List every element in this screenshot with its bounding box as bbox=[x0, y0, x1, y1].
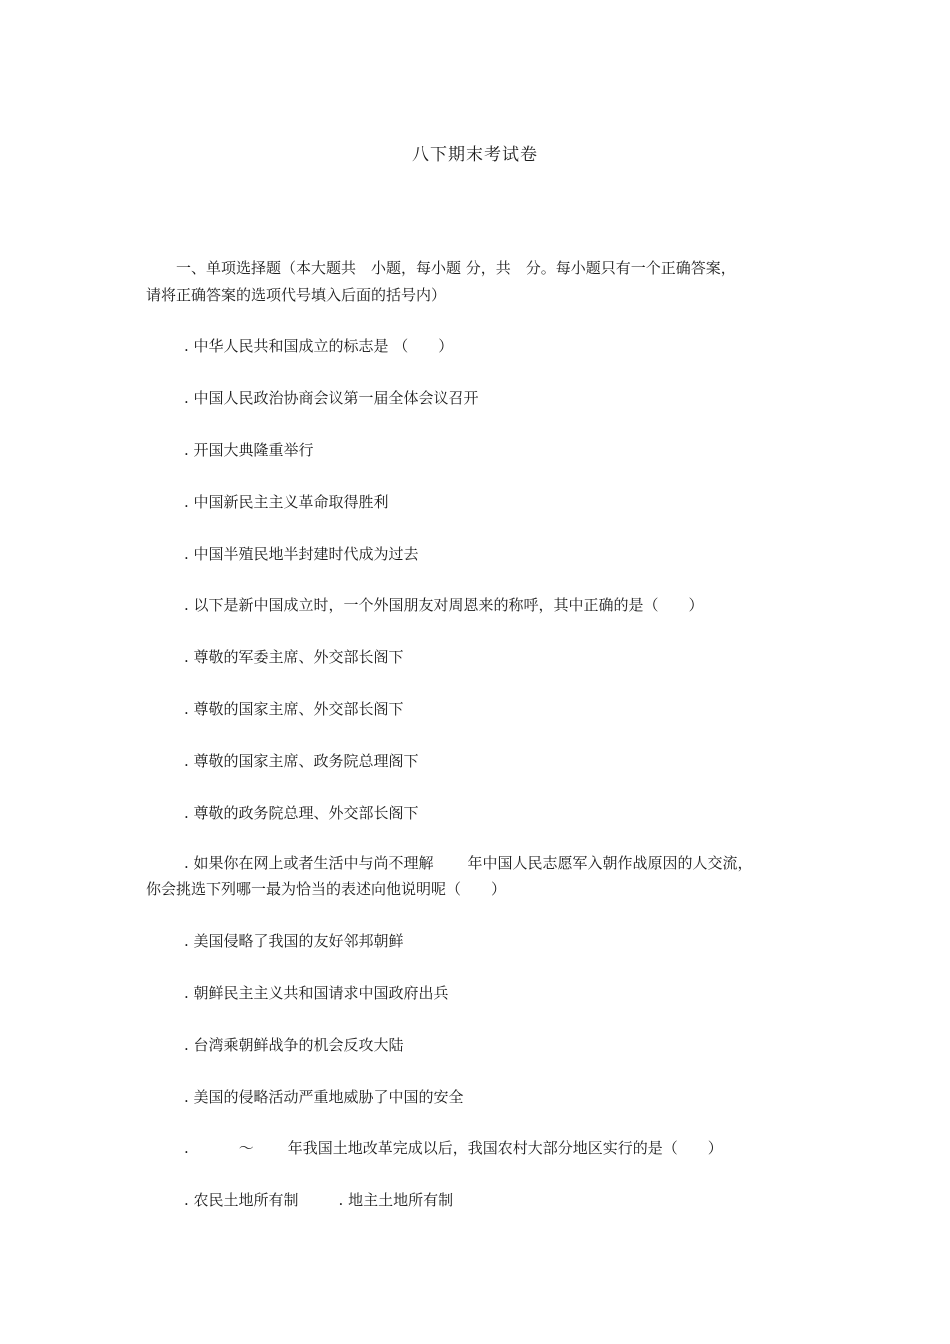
question-3-stem-line-2: 你会挑选下列哪一最为恰当的表述向他说明呢（ ） bbox=[146, 880, 507, 898]
question-4-option-a: . 农民土地所有制 bbox=[184, 1191, 299, 1209]
question-3-stem-part-1: . 如果你在网上或者生活中与尚不理解 bbox=[184, 854, 434, 872]
question-1-stem: . 中华人民共和国成立的标志是 （ ） bbox=[184, 337, 454, 355]
question-4-number-dot: . bbox=[184, 1139, 189, 1157]
question-3-option-d: . 美国的侵略活动严重地威胁了中国的安全 bbox=[184, 1088, 464, 1106]
section-heading-line-2: 请将正确答案的选项代号填入后面的括号内） bbox=[146, 286, 447, 304]
page-title: 八下期末考试卷 bbox=[412, 145, 538, 165]
question-1-option-c: . 中国新民主主义革命取得胜利 bbox=[184, 493, 389, 511]
question-2-option-d: . 尊敬的政务院总理、外交部长阁下 bbox=[184, 804, 419, 822]
question-3-option-c: . 台湾乘朝鲜战争的机会反攻大陆 bbox=[184, 1036, 404, 1054]
question-3-stem-line-1 bbox=[184, 853, 753, 873]
question-3-stem-part-2: 年中国人民志愿军入朝作战原因的人交流， bbox=[467, 854, 753, 872]
question-1-option-d: . 中国半殖民地半封建时代成为过去 bbox=[184, 545, 419, 563]
question-4-option-b: . 地主土地所有制 bbox=[338, 1191, 454, 1209]
question-3-option-b: . 朝鲜民主主义共和国请求中国政府出兵 bbox=[184, 984, 449, 1002]
question-2-option-a: . 尊敬的军委主席、外交部长阁下 bbox=[184, 648, 404, 666]
section-heading-line-1: 一、单项选择题（本大题共 小题，每小题 分，共 分。每小题只有一个正确答案， bbox=[176, 259, 736, 277]
question-4-stem-text: 年我国土地改革完成以后，我国农村大部分地区实行的是（ ） bbox=[287, 1139, 723, 1157]
question-4-stem bbox=[184, 1138, 723, 1158]
question-4-year-tilde: ～ bbox=[238, 1139, 254, 1157]
question-2-option-c: . 尊敬的国家主席、政务院总理阁下 bbox=[184, 752, 419, 770]
question-2-option-b: . 尊敬的国家主席、外交部长阁下 bbox=[184, 700, 404, 718]
question-1-option-a: . 中国人民政治协商会议第一届全体会议召开 bbox=[184, 389, 479, 407]
question-2-stem: . 以下是新中国成立时，一个外国朋友对周恩来的称呼，其中正确的是（ ） bbox=[184, 596, 704, 614]
question-3-option-a: . 美国侵略了我国的友好邻邦朝鲜 bbox=[184, 932, 404, 950]
question-1-option-b: . 开国大典隆重举行 bbox=[184, 441, 314, 459]
question-4-options-row bbox=[184, 1190, 453, 1210]
